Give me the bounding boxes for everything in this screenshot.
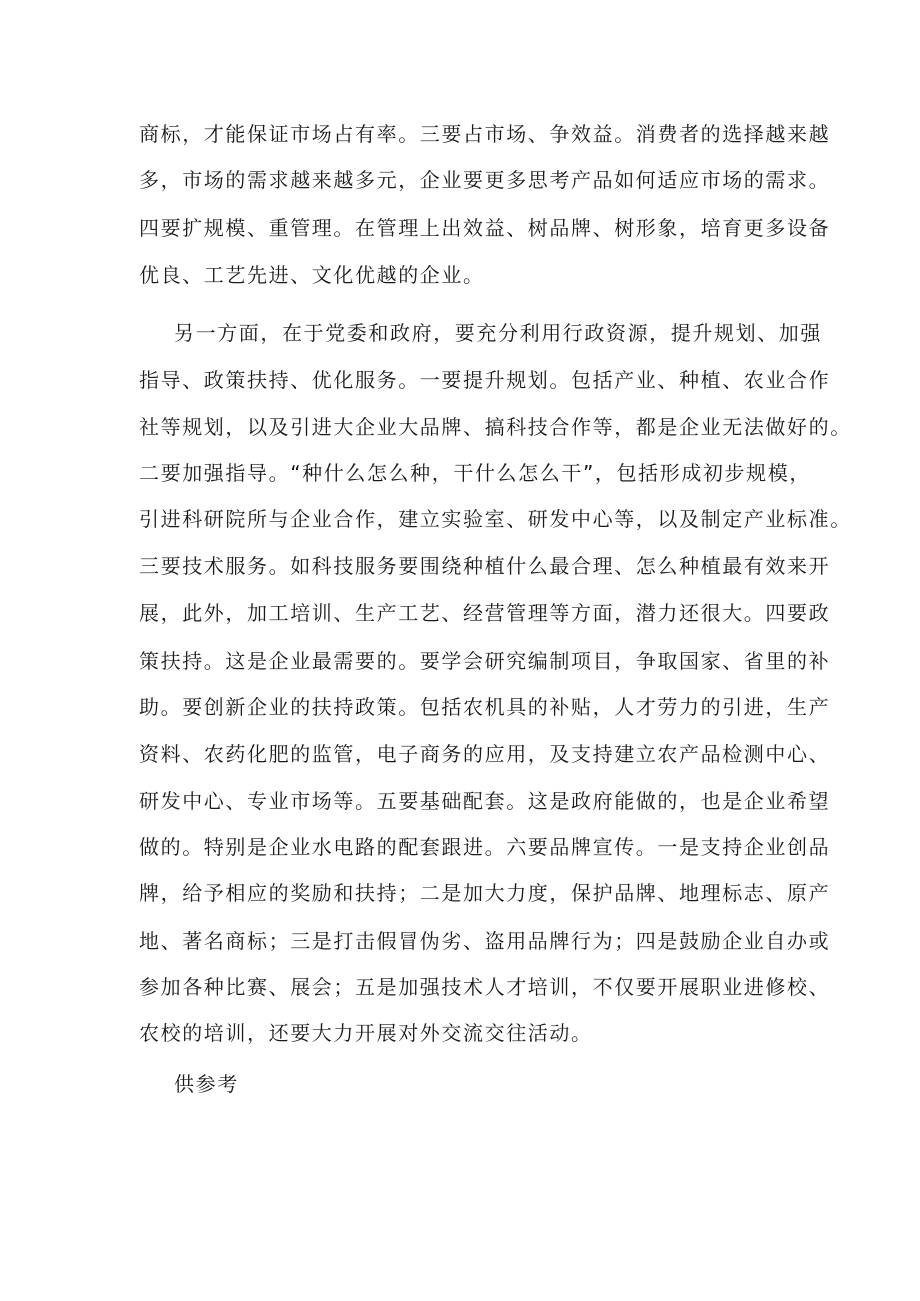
text-line: 二要加强指导。“种什么怎么种，干什么怎么干”，包括形成初步规模， [139,461,811,485]
text-line: 社等规划，以及引进大企业大品牌、搞科技合作等，都是企业无法做好的。 [139,415,852,439]
text-line: 策扶持。这是企业最需要的。要学会研究编制项目，争取国家、省里的补 [139,649,831,673]
text-line: 助。要创新企业的扶持政策。包括农机具的补贴，人才劳力的引进，生产 [139,695,831,719]
text-line: 多，市场的需求越来越多元，企业要更多思考产品如何适应市场的需求。 [139,168,831,192]
closing-note: 供参考 [174,1072,239,1096]
text-line: 资料、农药化肥的监管，电子商务的应用，及支持建立农产品检测中心、 [139,742,831,766]
text-line: 参加各种比赛、展会；五是加强技术人才培训，不仅要开展职业进修校、 [139,975,831,999]
text-line: 三要技术服务。如科技服务要围绕种植什么最合理、怎么种植最有效来开 [139,554,831,578]
text-line: 地、著名商标；三是打击假冒伪劣、盗用品牌行为；四是鼓励企业自办或 [139,929,831,953]
text-line: 研发中心、专业市场等。五要基础配套。这是政府能做的，也是企业希望 [139,789,831,813]
text-line: 商标，才能保证市场占有率。三要占市场、争效益。消费者的选择越来越 [139,122,831,146]
text-line: 指导、政策扶持、优化服务。一要提升规划。包括产业、种植、农业合作 [139,368,831,392]
text-line: 农校的培训，还要大力开展对外交流交往活动。 [139,1021,593,1045]
text-line: 优良、工艺先进、文化优越的企业。 [139,263,485,287]
text-line: 展，此外，加工培训、生产工艺、经营管理等方面，潜力还很大。四要政 [139,601,831,625]
text-line: 做的。特别是企业水电路的配套跟进。六要品牌宣传。一是支持企业创品 [139,835,831,859]
text-line: 牌，给予相应的奖励和扶持；二是加大力度，保护品牌、地理标志、原产 [139,881,831,905]
text-line: 引进科研院所与企业合作，建立实验室、研发中心等，以及制定产业标准。 [139,507,852,531]
text-line: 另一方面，在于党委和政府，要充分利用行政资源，提升规划、加强 [174,321,822,345]
text-line: 四要扩规模、重管理。在管理上出效益、树品牌、树形象，培育更多设备 [139,216,831,240]
